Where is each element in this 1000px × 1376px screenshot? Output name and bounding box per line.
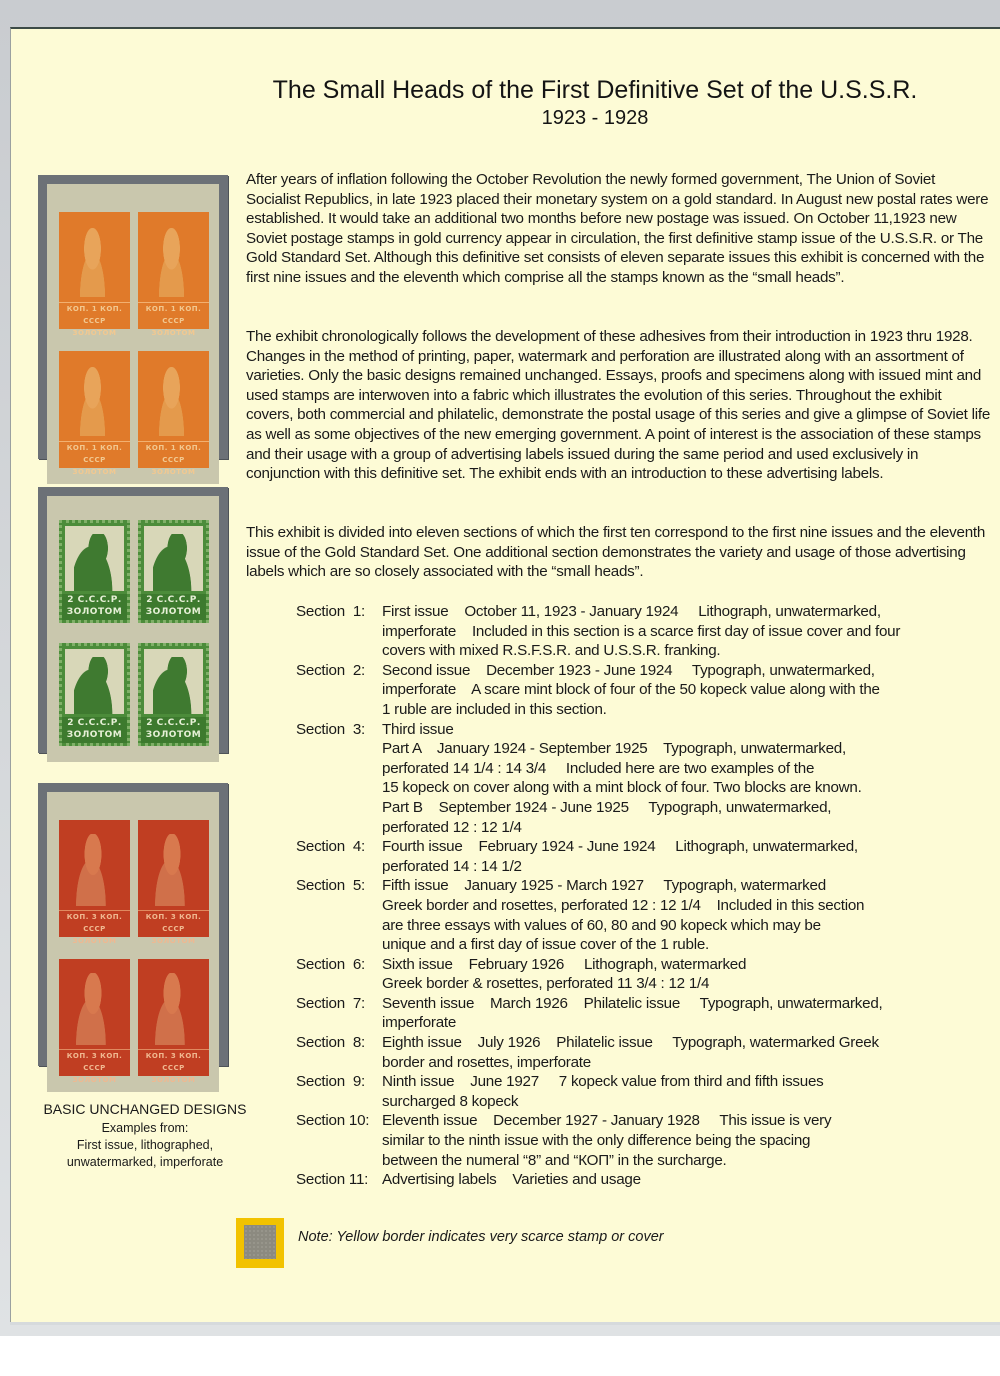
caption-line-1: Examples from: (101, 1121, 189, 1135)
stamp (138, 643, 209, 746)
intro-paragraph-2: The exhibit chronologically follows the development of these adhesives from their introduction in 1923 thru 1928. Changes in the method of printing, paper, watermark and perforation are illustrated along with an assortment of varieties. Only the basic designs remained unchanged. Essays, proofs and specimens along with issued mint and used stamps are interwoven into a fabric which illustrates the evolution of this series. Throughout the exhibit covers, both commercial and philatelic, demonstrate the postal usage of this series and give a glimpse of Soviet life as well as some objectives of the new emerging government. A point of interest is the association of these stamps and their usage with a group of advertising labels issued during the same period and used exclusively in conjunction with this definitive set. The exhibit ends with an introduction to these advertising labels. (246, 328, 991, 483)
section-item (296, 1170, 991, 1190)
band-line-1: КОП. 1 КОП. СССР (66, 305, 123, 325)
stamp-denomination-band (138, 441, 209, 476)
section-line: perforated 14 1/4 : 14 3/4 Included here are two examples of the (382, 759, 815, 777)
stamp-denomination-band (141, 594, 206, 620)
section-line: Part A January 1924 - September 1925 Typograph, unwatermarked, (382, 740, 846, 758)
section-line: Fourth issue February 1924 - June 1924 Lithograph, unwatermarked, (382, 838, 858, 856)
band-line-2: ЗОЛОТОМ (145, 607, 202, 617)
stamp-block-2-kopeck (38, 487, 228, 753)
stamp-denomination-band (59, 1049, 130, 1084)
stamp (59, 520, 130, 623)
section-item (296, 876, 991, 954)
section-line: Fifth issue January 1925 - March 1927 Typograph, watermarked (382, 877, 826, 895)
section-item (296, 720, 991, 838)
section-item (296, 1072, 991, 1111)
band-line-1: КОП. 3 КОП. СССР (66, 1052, 123, 1072)
intro-paragraph-1: After years of inflation following the October Revolution the newly formed government, The Union of Soviet Socialist Republics, in late 1923 placed their monetary system on a gold standard. In August new postal rates were established. It would take an additional two months before new postage was issued. On October 11,1923 new Soviet postage stamps in gold currency appear in circulation, the first definitive stamp issue of the U.S.S.R. or The Gold Standard Set. Although this definitive set consists of eleven separate issues this exhibit is concerned with the first nine issues and the eleventh which comprise all the stamps known as the “small heads”. (246, 171, 989, 286)
portrait-icon (65, 526, 124, 591)
intro-paragraph-3: This exhibit is divided into eleven sections of which the first ten correspond to the first nine issues and the eleventh issue of the Gold Standard Set. One additional section demonstrates the variety and usage of those advertising labels which are so closely associated with the “small heads”. (246, 524, 986, 581)
section-line: Advertising labels Varieties and usage (382, 1171, 641, 1189)
section-item (296, 661, 991, 720)
band-line-1: 2 С.С.С.Р. (67, 595, 122, 605)
section-description (382, 1072, 991, 1111)
section-description (382, 876, 991, 954)
section-line: Third issue (382, 720, 454, 738)
section-list (296, 602, 991, 1190)
page-subtitle-years: 1923 - 1928 (541, 107, 649, 129)
section-description (382, 602, 991, 661)
stamp (59, 212, 130, 337)
stamp (138, 959, 209, 1084)
portrait-icon (59, 959, 130, 1050)
band-line-2: ЗОЛОТОМ (72, 329, 117, 337)
section-line: border and rosettes, imperforate (382, 1053, 591, 1071)
portrait-icon (138, 351, 209, 442)
section-description (382, 1170, 991, 1190)
section-label: Section 9: (296, 1073, 366, 1091)
band-line-2: ЗОЛОТОМ (151, 1076, 196, 1084)
section-description (382, 720, 991, 838)
stamp (138, 351, 209, 476)
section-line: similar to the ninth issue with the only difference being the spacing (382, 1132, 811, 1150)
stamp-block-3-kopeck (38, 783, 228, 1084)
section-label: Section 1: (296, 603, 366, 620)
section-label: Section 8: (296, 1034, 366, 1052)
stamp-denomination-band (62, 594, 127, 620)
section-description (382, 661, 991, 720)
band-line-1: КОП. 1 КОП. СССР (145, 305, 202, 325)
portrait-icon (59, 820, 130, 911)
section-line: are three essays with values of 60, 80 and 90 kopeck which may be (382, 916, 821, 934)
stamp (59, 643, 130, 746)
portrait-icon (138, 820, 209, 911)
band-line-2: ЗОЛОТОМ (72, 1076, 117, 1084)
band-line-2: ЗОЛОТОМ (72, 937, 117, 945)
portrait-icon (65, 649, 124, 714)
section-line: First issue October 11, 1923 - January 1924 Lithograph, unwatermarked, (382, 603, 881, 620)
section-label: Section 2: (296, 661, 366, 679)
yellow-border-swatch-icon (236, 1218, 284, 1268)
section-line: Seventh issue March 1926 Philatelic issue Typograph, unwatermarked, (382, 994, 883, 1012)
section-line: 15 kopeck on cover along with a mint block of four. Two blocks are known. (382, 779, 862, 797)
section-label: Section 10: (296, 1112, 370, 1130)
stamp (59, 820, 130, 945)
section-line: imperforate A scare mint block of four of the 50 kopeck value along with the (382, 681, 880, 699)
section-line: Eighth issue July 1926 Philatelic issue Typograph, watermarked Greek (382, 1034, 879, 1052)
section-line: Part B September 1924 - June 1925 Typograph, unwatermarked, (382, 798, 832, 816)
section-line: perforated 14 : 14 1/2 (382, 857, 522, 875)
swatch-stamp-placeholder (244, 1225, 276, 1259)
band-line-2: ЗОЛОТОМ (151, 468, 196, 476)
section-line: covers with mixed R.S.F.S.R. and U.S.S.R. franking. (382, 642, 721, 660)
section-item (296, 837, 991, 876)
page-title: The Small Heads of the First Definitive Set of the U.S.S.R. (272, 76, 918, 104)
stamp-block-1-kopeck (38, 175, 228, 476)
band-line-1: КОП. 3 КОП. СССР (145, 1052, 202, 1072)
section-item (296, 1111, 991, 1170)
section-description (382, 1033, 991, 1072)
portrait-icon (138, 959, 209, 1050)
section-label: Section 4: (296, 838, 366, 856)
portrait-icon (59, 351, 130, 442)
band-line-2: ЗОЛОТОМ (151, 937, 196, 945)
stamp (138, 520, 209, 623)
band-line-1: 2 С.С.С.Р. (146, 595, 201, 605)
section-item (296, 955, 991, 994)
section-label: Section 3: (296, 720, 366, 738)
stamp (138, 212, 209, 337)
section-line: unique and a first day of issue cover of the 1 ruble. (382, 936, 709, 954)
stamp (59, 351, 130, 476)
band-line-2: ЗОЛОТОМ (66, 607, 123, 617)
section-label: Section 6: (296, 955, 366, 973)
band-line-1: КОП. 1 КОП. СССР (145, 444, 202, 464)
stamp-denomination-band (59, 302, 130, 337)
band-line-2: ЗОЛОТОМ (66, 730, 123, 740)
section-line: surcharged 8 kopeck (382, 1092, 519, 1110)
stamp (138, 820, 209, 945)
caption-line-2: First issue, lithographed, (76, 1138, 214, 1152)
stamp-denomination-band (59, 441, 130, 476)
stamp-denomination-band (138, 1049, 209, 1084)
stamp-denomination-band (59, 910, 130, 945)
sheet-margin (47, 184, 219, 484)
stamp-caption (20, 1101, 270, 1171)
section-line: Eleventh issue December 1927 - January 1928 This issue is very (382, 1112, 832, 1130)
band-line-2: ЗОЛОТОМ (151, 329, 196, 337)
section-description (382, 1111, 991, 1170)
portrait-icon (59, 212, 130, 303)
caption-title: BASIC UNCHANGED DESIGNS (43, 1101, 247, 1117)
section-description (382, 955, 991, 994)
section-description (382, 837, 991, 876)
section-line: Second issue December 1923 - June 1924 Typograph, unwatermarked, (382, 661, 875, 679)
sheet-margin (47, 792, 219, 1092)
caption-line-3: unwatermarked, imperforate (66, 1155, 224, 1169)
section-line: Greek border and rosettes, perforated 12 : 12 1/4 Included in this section (382, 896, 865, 914)
portrait-icon (138, 212, 209, 303)
section-label: Section 7: (296, 994, 366, 1012)
section-line: Greek border & rosettes, perforated 11 3/4 : 12 1/4 (382, 975, 710, 993)
stamp-denomination-band (141, 717, 206, 743)
band-line-1: КОП. 3 КОП. СССР (66, 913, 123, 933)
band-line-1: КОП. 1 КОП. СССР (66, 444, 123, 464)
section-line: 1 ruble are included in this section. (382, 700, 607, 718)
band-line-1: 2 С.С.С.Р. (146, 718, 201, 728)
stamp-denomination-band (138, 302, 209, 337)
section-line: imperforate (382, 1014, 457, 1032)
band-line-1: КОП. 3 КОП. СССР (145, 913, 202, 933)
stamp-denomination-band (138, 910, 209, 945)
section-line: Ninth issue June 1927 7 kopeck value from third and fifth issues (382, 1073, 824, 1091)
section-item (296, 602, 991, 661)
section-label: Section 11: (296, 1171, 369, 1189)
stamp (59, 959, 130, 1084)
section-line: between the numeral “8” and “КОП” in the surcharge. (382, 1151, 727, 1169)
portrait-icon (144, 526, 203, 591)
sheet-margin (47, 496, 219, 762)
section-description (382, 994, 991, 1033)
band-line-1: 2 С.С.С.Р. (67, 718, 122, 728)
stamp-denomination-band (62, 717, 127, 743)
band-line-2: ЗОЛОТОМ (72, 468, 117, 476)
band-line-2: ЗОЛОТОМ (145, 730, 202, 740)
section-line: Sixth issue February 1926 Lithograph, watermarked (382, 955, 747, 973)
section-label: Section 5: (296, 877, 366, 895)
portrait-icon (144, 649, 203, 714)
note-text: Note: Yellow border indicates very scarce stamp or cover (298, 1229, 664, 1245)
section-line: imperforate Included in this section is a scarce first day of issue cover and four (382, 622, 901, 640)
section-item (296, 1033, 991, 1072)
section-item (296, 994, 991, 1033)
section-line: perforated 12 : 12 1/4 (382, 818, 522, 836)
